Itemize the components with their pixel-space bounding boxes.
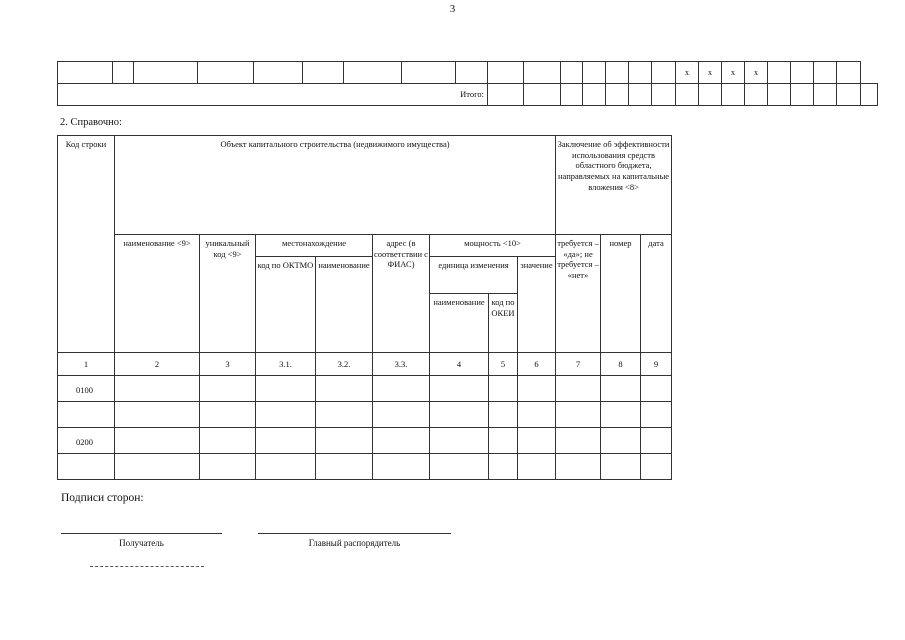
- header-conclusion: Заключение об эффективности использования средств областного бюджета, направляемых на капитальные вложения <8>: [556, 136, 672, 235]
- row-code: 0100: [58, 376, 115, 402]
- header-capacity: мощность <10>: [430, 235, 556, 257]
- x-mark: x: [676, 62, 699, 84]
- column-number: 7: [556, 353, 601, 376]
- itogo-label: Итого:: [58, 84, 488, 106]
- column-number: 9: [641, 353, 672, 376]
- reference-table: [57, 135, 672, 480]
- header-location-name: наименование: [316, 257, 373, 353]
- header-code: Код строки: [58, 136, 115, 353]
- header-date: дата: [641, 235, 672, 353]
- table-row: [58, 428, 672, 454]
- column-number: 3.2.: [316, 353, 373, 376]
- header-row-1: [58, 136, 672, 235]
- signatures-title: Подписи сторон:: [61, 492, 144, 504]
- table-row: [58, 454, 672, 480]
- column-number: 8: [601, 353, 641, 376]
- table-row: [58, 402, 672, 428]
- x-mark: x: [699, 62, 722, 84]
- row-code: [58, 402, 115, 428]
- header-required: требуется – «да»; не требуется – «нет»: [556, 235, 601, 353]
- header-unit-name: наименование: [430, 294, 489, 353]
- column-number: 3.1.: [256, 353, 316, 376]
- main-manager-caption: Главный распорядитель: [308, 538, 401, 548]
- column-number: 1: [58, 353, 115, 376]
- row-code: 0200: [58, 428, 115, 454]
- x-mark: x: [745, 62, 768, 84]
- row-code: [58, 454, 115, 480]
- header-object: Объект капитального строительства (недвижимого имущества): [115, 136, 556, 235]
- header-okei: код по ОКЕИ: [489, 294, 518, 353]
- page-number: 3: [449, 3, 456, 15]
- header-number: номер: [601, 235, 641, 353]
- header-row-2: [58, 235, 672, 257]
- column-number: 3.3.: [373, 353, 430, 376]
- header-unique-code: уникальный код <9>: [200, 235, 256, 353]
- section-title: 2. Справочно:: [60, 117, 122, 128]
- dashed-line: [90, 566, 204, 567]
- recipient-signature-line: [61, 533, 222, 534]
- header-address: адрес (в соответствии с ФИАС): [373, 235, 430, 353]
- column-number: 5: [489, 353, 518, 376]
- header-value: значение: [518, 257, 556, 353]
- column-numbers-row: [58, 353, 672, 376]
- header-oktmo: код по ОКТМО: [256, 257, 316, 353]
- top-table-continuation: [57, 61, 878, 106]
- main-manager-signature-line: [258, 533, 451, 534]
- header-unit: единица изменения: [430, 257, 518, 294]
- header-location: местонахождение: [256, 235, 373, 257]
- header-name: наименование <9>: [115, 235, 200, 353]
- itogo-row: [58, 84, 878, 106]
- column-number: 2: [115, 353, 200, 376]
- column-number: 4: [430, 353, 489, 376]
- column-number: 6: [518, 353, 556, 376]
- x-mark: x: [722, 62, 745, 84]
- column-number: 3: [200, 353, 256, 376]
- recipient-caption: Получатель: [119, 538, 164, 548]
- table-row: [58, 376, 672, 402]
- top-table-row: [58, 62, 878, 84]
